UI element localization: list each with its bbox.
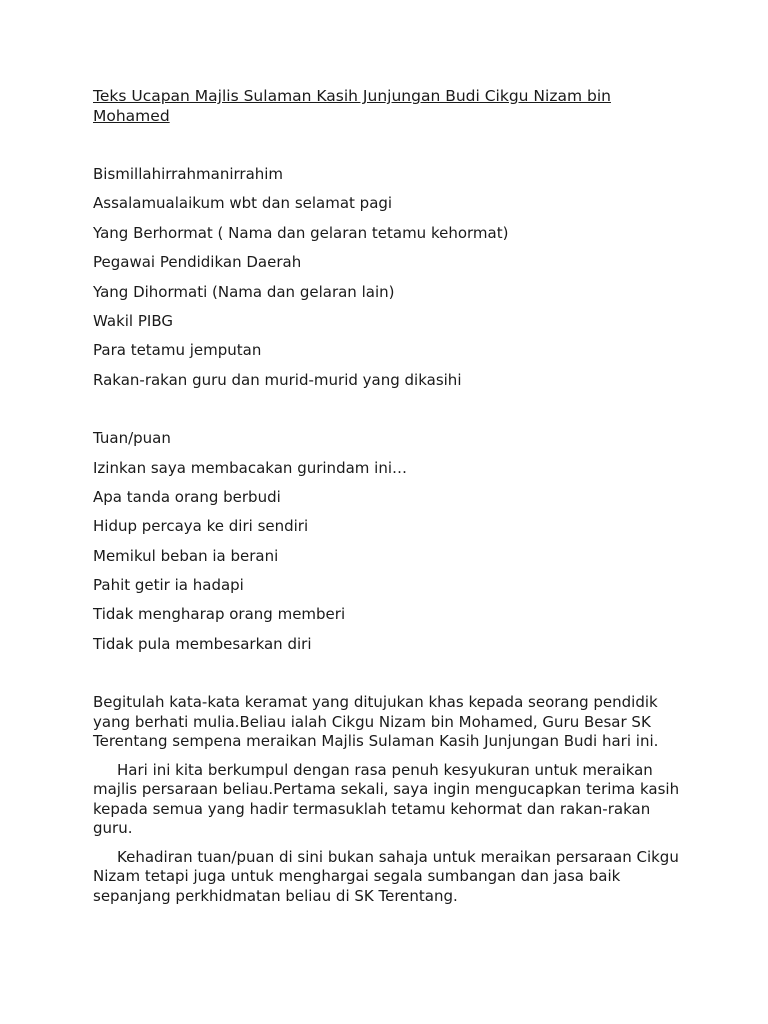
paragraph-text: Begitulah kata-kata keramat yang ditujukan khas kepada seorang pendidik yang berhati mulia.Beliau ialah Cikgu Nizam bin Mohamed, Guru Besar SK Terentang sempena meraikan Majlis Sulaman Kasih Junjungan Budi hari ini. — [93, 693, 659, 751]
greeting-line: Para tetamu jemputan — [93, 341, 262, 360]
greeting-line: Assalamualaikum wbt dan selamat pagi — [93, 194, 393, 213]
spacer — [93, 400, 683, 429]
greeting-line: Yang Berhormat ( Nama dan gelaran tetamu kehormat) — [93, 223, 509, 242]
gurindam-line: Pahit getir ia hadapi — [93, 576, 244, 595]
gurindam-line: Tuan/puan — [93, 429, 171, 448]
document-page — [93, 86, 683, 915]
greeting-line: Yang Dihormati (Nama dan gelaran lain) — [93, 282, 395, 301]
gurindam-line: Tidak mengharap orang memberi — [93, 605, 346, 624]
greeting-line: Pegawai Pendidikan Daerah — [93, 253, 302, 272]
gurindam-line: Izinkan saya membacakan gurindam ini… — [93, 458, 408, 477]
greeting-line: Wakil PIBG — [93, 311, 173, 330]
greetings-list — [93, 165, 683, 400]
gurindam-line: Hidup percaya ke diri sendiri — [93, 517, 309, 536]
body-paragraph — [93, 761, 683, 839]
greeting-line: Bismillahirrahmanirrahim — [93, 165, 284, 183]
gurindam-line: Tidak pula membesarkan diri — [93, 634, 312, 653]
document-title: Teks Ucapan Majlis Sulaman Kasih Junjungan Budi Cikgu Nizam bin Mohamed — [93, 87, 611, 125]
gurindam-line: Apa tanda orang berbudi — [93, 487, 281, 506]
paragraph-text: Hari ini kita berkumpul dengan rasa penuh kesyukuran untuk meraikan majlis persaraan beliau.Pertama sekali, saya ingin mengucapkan terima kasih kepada semua yang hadir termasuklah tetamu kehormat dan rakan-rakan guru. — [93, 760, 680, 838]
gurindam-line: Memikul beban ia berani — [93, 546, 279, 565]
body-paragraph — [93, 693, 683, 752]
spacer — [93, 664, 683, 693]
paragraph-text: Kehadiran tuan/puan di sini bukan sahaja untuk meraikan persaraan Cikgu Nizam tetapi juga untuk menghargai segala sumbangan dan jasa baik sepanjang perkhidmatan beliau di SK Terentang. — [93, 847, 679, 905]
greeting-line: Rakan-rakan guru dan murid-murid yang dikasihi — [93, 370, 462, 389]
body-paragraph — [93, 848, 683, 907]
gurindam-list — [93, 429, 683, 664]
